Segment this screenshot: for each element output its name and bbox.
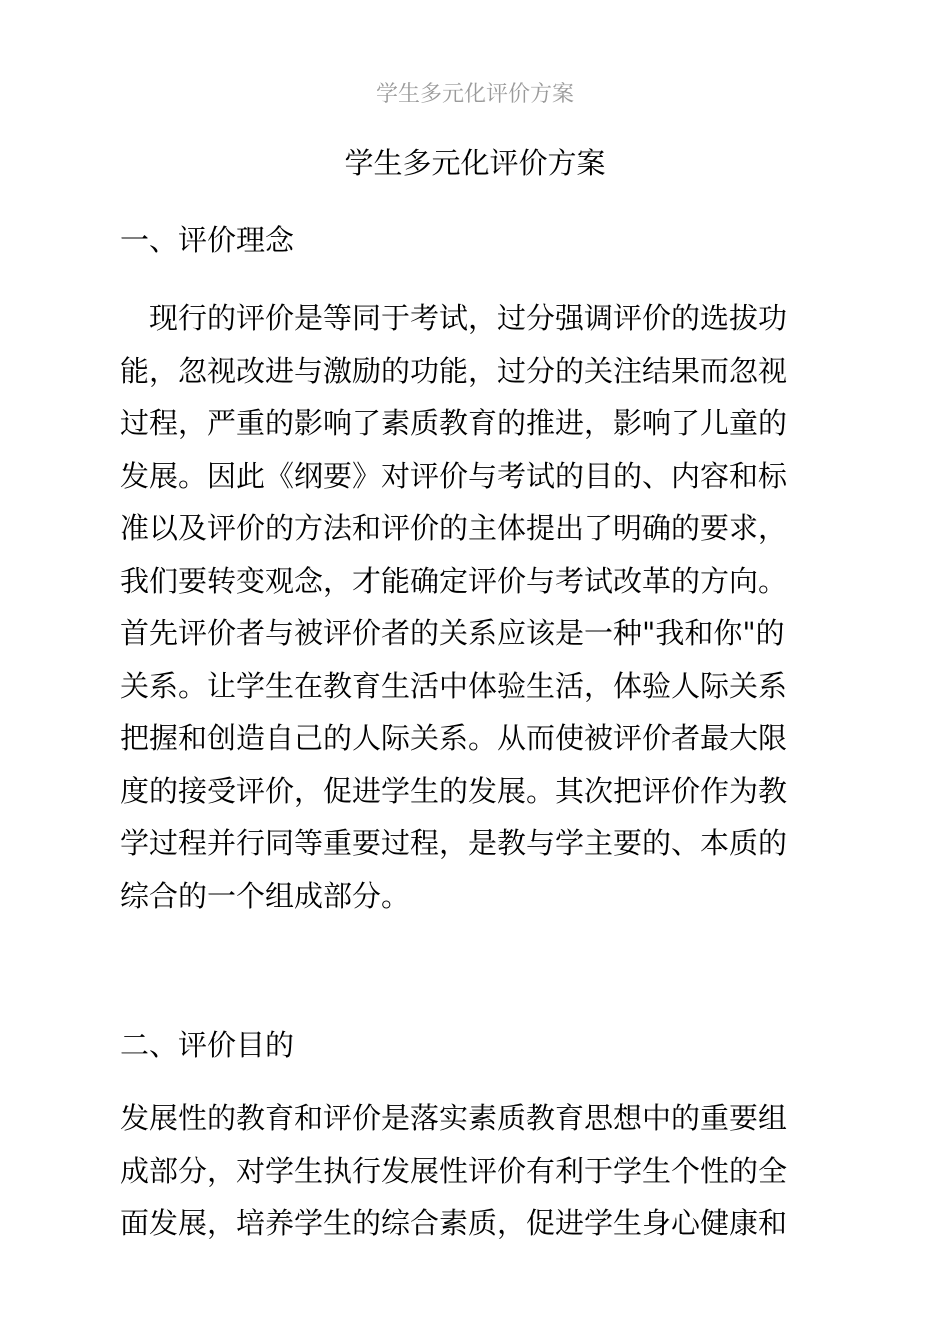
paragraph-line: 能，忽视改进与激励的功能，过分的关注结果而忽视 <box>120 353 788 388</box>
paragraph-line: 关系。让学生在教育生活中体验生活，体验人际关系 <box>120 668 788 703</box>
section-2-paragraph <box>120 1092 840 1250</box>
paragraph-line: 发展性的教育和评价是落实素质教育思想中的重要组 <box>120 1101 788 1135</box>
paragraph-line: 现行的评价是等同于考试，过分强调评价的选拔功 <box>120 301 788 335</box>
section-heading-2: 二、评价目的 <box>120 1028 295 1062</box>
paragraph-line: 首先评价者与被评价者的关系应该是一种"我和你"的 <box>120 616 785 650</box>
paragraph-line: 度的接受评价，促进学生的发展。其次把评价作为教 <box>120 773 788 808</box>
paragraph-line: 过程，严重的影响了素质教育的推进，影响了儿童的 <box>120 406 788 440</box>
paragraph-line: 准以及评价的方法和评价的主体提出了明确的要求， <box>120 511 788 545</box>
paragraph-line: 面发展，培养学生的综合素质，促进学生身心健康和 <box>120 1206 788 1240</box>
paragraph-line: 发展。因此《纲要》对评价与考试的目的、内容和标 <box>120 458 788 493</box>
paragraph-line: 我们要转变观念，才能确定评价与考试改革的方向。 <box>120 563 788 598</box>
running-header: 学生多元化评价方案 <box>375 82 574 107</box>
section-1-paragraph <box>120 292 840 922</box>
paragraph-line: 学过程并行同等重要过程，是教与学主要的、本质的 <box>120 826 788 860</box>
section-heading-1: 一、评价理念 <box>120 223 295 257</box>
paragraph-line: 综合的一个组成部分。 <box>120 878 411 913</box>
document-title: 学生多元化评价方案 <box>344 146 606 180</box>
paragraph-line: 成部分，对学生执行发展性评价有利于学生个性的全 <box>120 1153 788 1188</box>
paragraph-line: 把握和创造自己的人际关系。从而使被评价者最大限 <box>120 721 788 755</box>
